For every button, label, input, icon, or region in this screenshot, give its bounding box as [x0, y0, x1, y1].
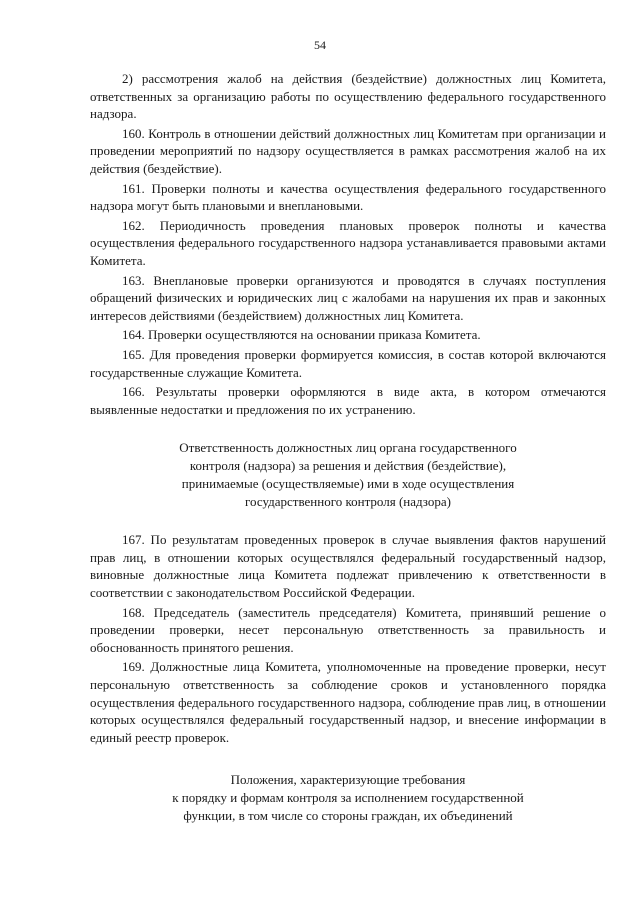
paragraph: 169. Должностные лица Комитета, уполномоченные на проведение проверки, несут персональную ответственность за соблюдение сроков и установленного порядка осуществления федерального государственного надзора, соблюдение прав лиц, в отношении которых осуществлялся федеральный государственный надзор, и внесение информации в единый реестр проверок. — [90, 659, 606, 745]
heading-line: государственного контроля (надзора) — [245, 494, 451, 510]
paragraph: 160. Контроль в отношении действий должностных лиц Комитетам при организации и проведении мероприятий по надзору осуществляется в рамках рассмотрения жалоб на их действия (бездействие). — [90, 125, 606, 176]
paragraph: 161. Проверки полноты и качества осуществления федерального государственного надзора могут быть плановыми и внеплановыми. — [90, 180, 606, 214]
paragraph: 162. Периодичность проведения плановых проверок полноты и качества осуществления федерального государственного надзора устанавливается правовыми актами Комитета. — [90, 217, 606, 268]
heading-line: принимаемые (осуществляемые) ими в ходе осуществления — [181, 476, 515, 492]
paragraph: 165. Для проведения проверки формируется комиссия, в состав которой включаются государственные служащие Комитета. — [90, 346, 606, 380]
section-heading — [90, 439, 606, 511]
paragraph: 168. Председатель (заместитель председателя) Комитета, принявший решение о проведении проверки, несет персональную ответственность за правильность и обоснованность принятого решения. — [90, 604, 606, 655]
page-number: 54 — [314, 38, 326, 52]
heading-line: Ответственность должностных лиц органа государственного — [179, 440, 517, 456]
heading-line: контроля (надзора) за решения и действия (бездействие), — [189, 458, 507, 474]
section-heading — [90, 771, 606, 825]
paragraph: 163. Внеплановые проверки организуются и проводятся в случаях поступления обращений физических и юридических лиц с жалобами на нарушения их прав и законных интересов действиями (бездействием) должностных лиц Комитета. — [90, 272, 606, 323]
document-body — [90, 70, 606, 845]
paragraph: 164. Проверки осуществляются на основании приказа Комитета. — [122, 327, 481, 343]
heading-line: Положения, характеризующие требования — [230, 772, 466, 788]
heading-line: функции, в том числе со стороны граждан, их объединений — [183, 808, 513, 824]
paragraph: 166. Результаты проверки оформляются в виде акта, в котором отмечаются выявленные недостатки и предложения по их устранению. — [90, 384, 606, 417]
paragraph: 167. По результатам проведенных проверок в случае выявления фактов нарушений прав лиц, в отношении которых осуществлялся федеральный государственный надзор, виновные должностные лица Комитета подлежат привлечению к ответственности в соответствии с законодательством Российской Федерации. — [90, 532, 606, 601]
heading-line: к порядку и формам контроля за исполнением государственной — [172, 790, 524, 806]
paragraph: 2) рассмотрения жалоб на действия (бездействие) должностных лиц Комитета, ответственных за организацию работы по осуществлению федерального государственного надзора. — [90, 71, 606, 122]
